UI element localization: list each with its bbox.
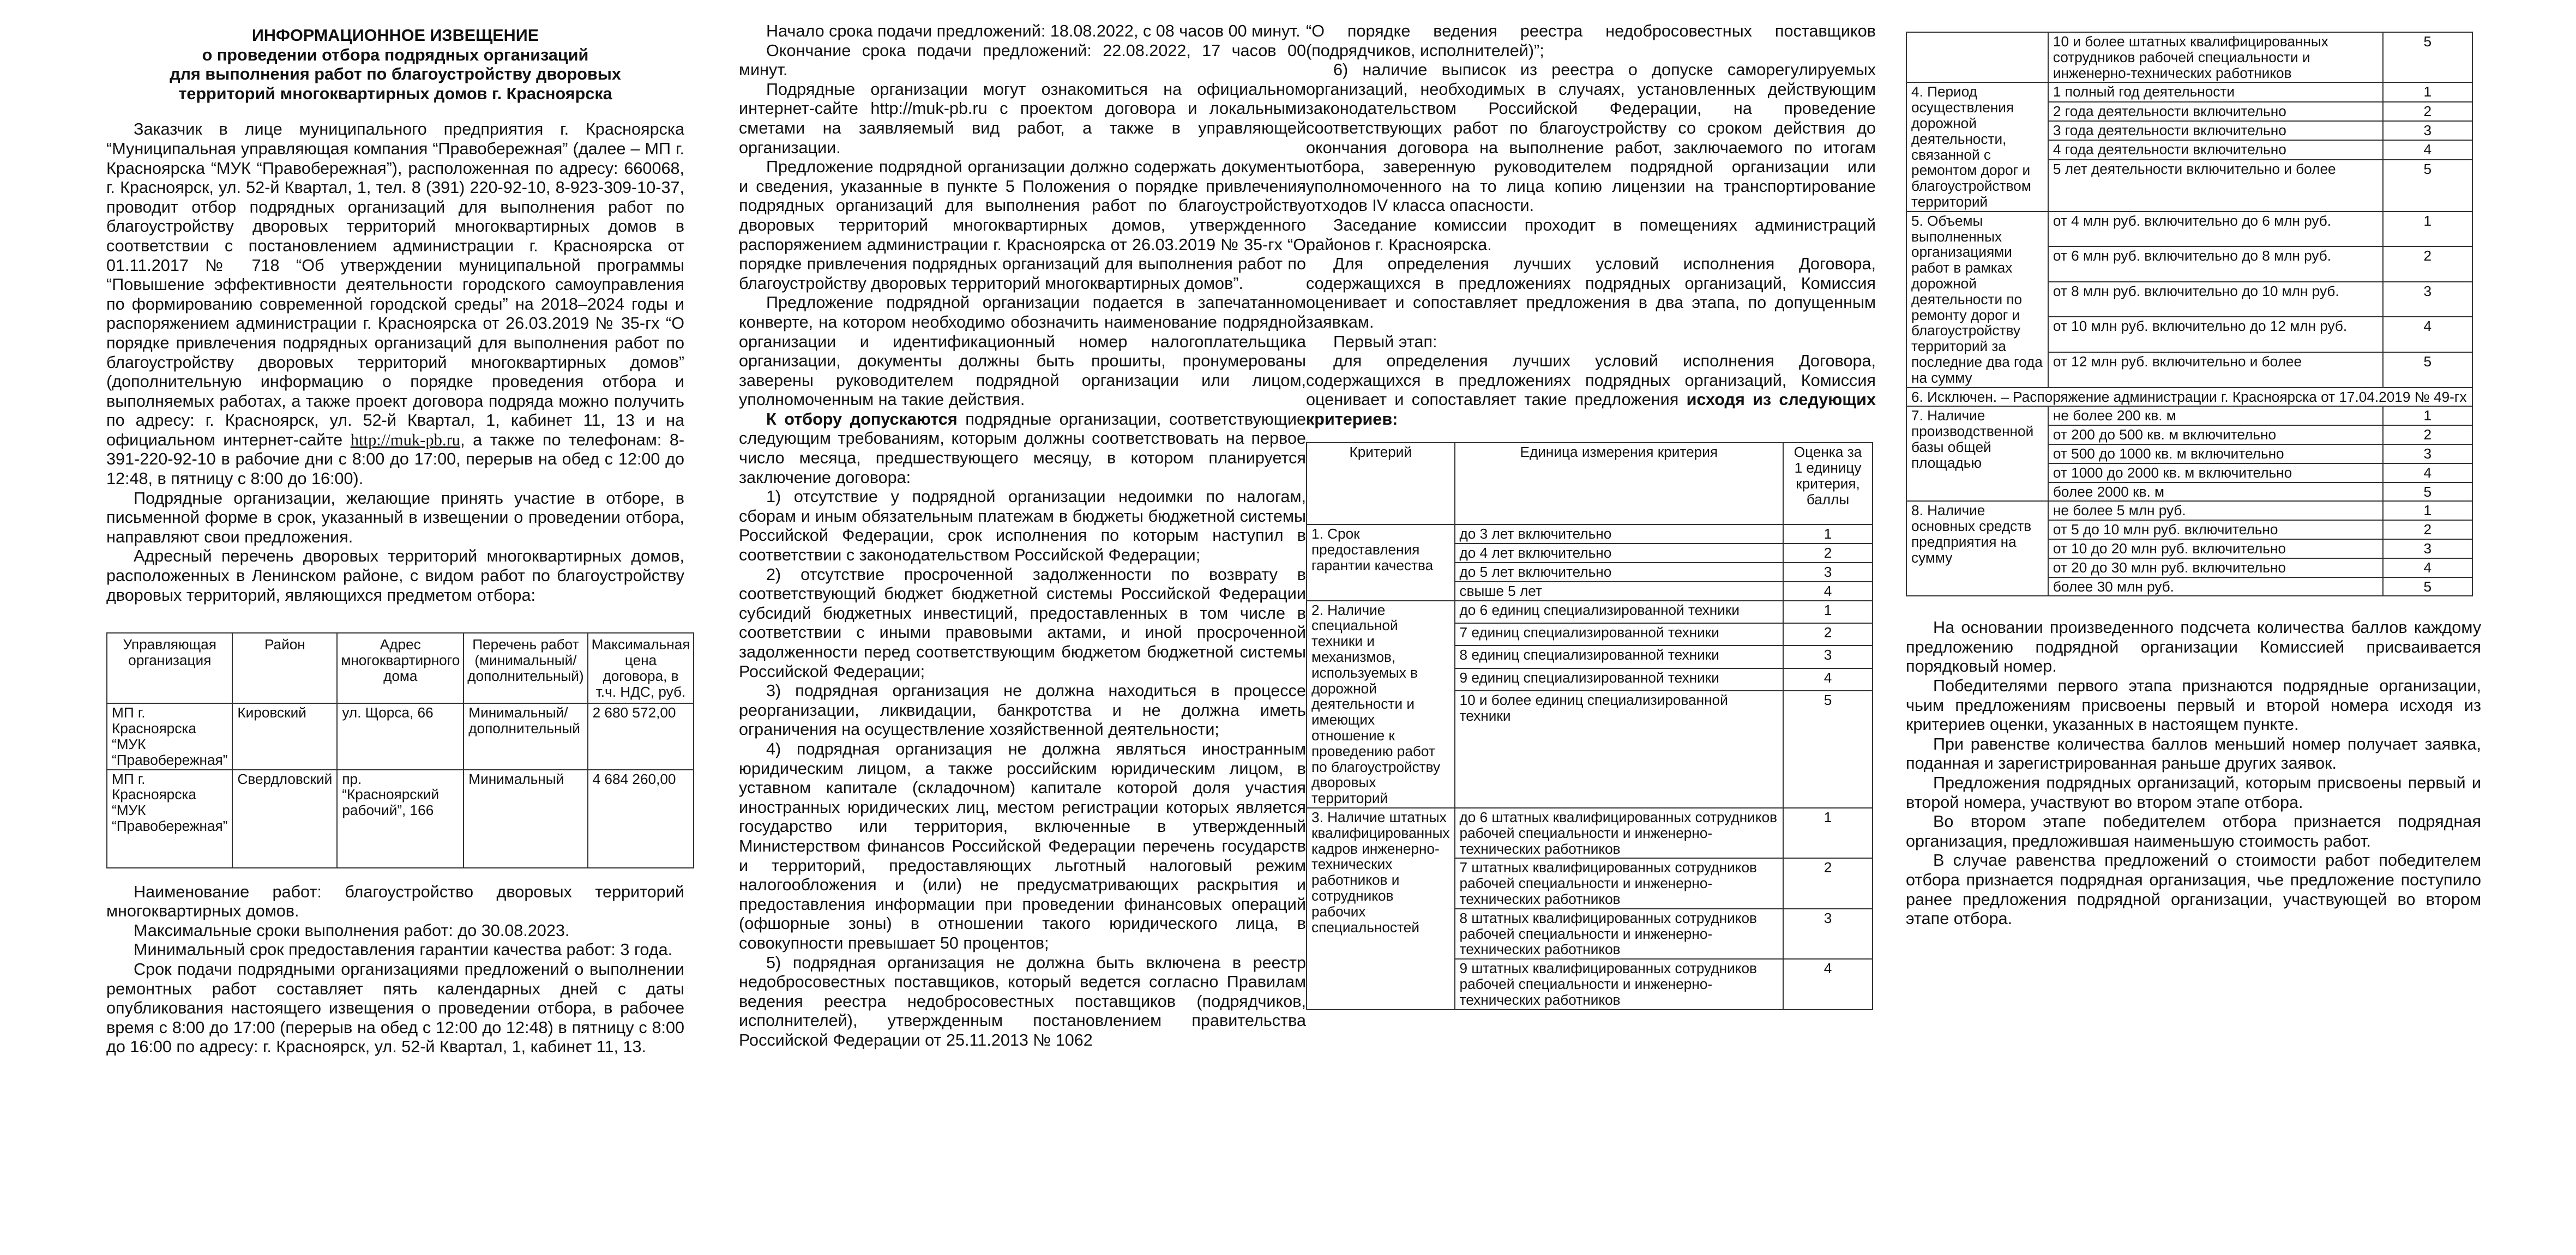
table-row — [1906, 406, 2472, 425]
excluded-criterion: 6. Исключен. – Распоряжение администрации г. Красноярска от 17.04.2019 № 49-гх — [1906, 388, 2472, 407]
required-docs: Предложение подрядной организации должно содержать документы и сведения, указанные в пункте 5 Положения о порядке привлечения подрядных организаций для выполнения работ по благоустройству дворовых территорий многоквартирных домов, утвержденного распоряжением администрации г. Красноярска от 26.03.2019 № 35-гх “О порядке привлечения подрядных организаций для выполнения работ по благоустройству дворовых территорий многоквартирных домов”. — [739, 158, 1306, 293]
table-cell: от 4 млн руб. включительно до 6 млн руб. — [2048, 212, 2383, 247]
tie-rule: При равенстве количества баллов меньший номер получает заявка, поданная и зарегистрированная раньше других заявок. — [1906, 734, 2481, 773]
criterion-name: 3. Наличие штатных квалифицированных кадров инженерно-технических работников и сотрудников рабочих специальностей — [1307, 808, 1455, 1010]
website-link[interactable]: http://muk-pb.ru — [350, 430, 461, 449]
table-row — [107, 703, 694, 769]
score-cell: 2 — [1783, 544, 1873, 563]
requirement-6: 6) наличие выписок из реестра о допуске саморегулируемых организаций, необходимых в случаях, установленных действующим законодательством Российской Федерации, на проведение соответствующих работ по благоустройству со сроком действия до окончания договора на выполнение работ, заключаемого по итогам отбора, заверенную руководителем подрядной организации или уполномоченного на то лица копию лицензии на транспортирование отходов IV класса опасности. — [1306, 61, 1876, 215]
table-cell: 4 684 260,00 — [588, 770, 694, 868]
score-cell: 4 — [2383, 317, 2472, 352]
table-cell: Минимальный — [464, 770, 587, 868]
criteria-table-continued — [1906, 32, 2473, 596]
table-cell: от 8 млн руб. включительно до 10 млн руб. — [2048, 282, 2383, 317]
title-line-3: для выполнения работ по благоустройству дворовых — [170, 65, 621, 84]
score-cell: 3 — [1783, 563, 1873, 582]
table-cell: до 6 штатных квалифицированных сотрудников рабочей специальности и инженерно-технических работников — [1455, 808, 1784, 858]
customer-text: Заказчик в лице муниципального предприятия г. Красноярска “Муниципальная управляющая компания “Правобережная” (далее – МП г. Красноярска “МУК “Правобережная”), расположенная по адресу: 660068, г. Красноярск, ул. 52-й Квартал, 1, тел. 8 (391) 220-92-10, 8-923-309-10-37, проводит отбор подрядных организаций для выполнения работ по благоустройству дворовых территорий многоквартирных домов в соответствии с постановлением администрации г. Красноярска от 01.11.2017 № 718 “Об утверждении муниципальной программы “Повышение эффективности деятельности городского самоуправления по формированию современной городской среды” на 2018–2024 годы и распоряжением администрации г. Красноярска от 26.03.2019 № 35-гх “О порядке привлечения подрядных организаций для выполнения работ по благоустройству дворовых территорий многоквартирных домов” (дополнительную информацию о порядке проведения отбора и выполняемых работах, а также проект договора подряда можно получить по адресу: г. Красноярск, ул. 52-й Квартал, 1, кабинет 11, 13 и на официальном интернет-сайте — [106, 120, 684, 449]
score-cell: 1 — [2383, 82, 2472, 101]
table-cell: 7 штатных квалифицированных сотрудников рабочей специальности и инженерно-технических работников — [1455, 858, 1784, 908]
table-cell: 9 единиц специализированной техники — [1455, 668, 1784, 691]
score-cell: 3 — [2383, 444, 2472, 463]
criterion-name: 1. Срок предоставления гарантии качества — [1307, 524, 1455, 600]
table-row — [1906, 32, 2472, 82]
criterion-name: 5. Объемы выполненных организациями работ в рамках дорожной деятельности по ремонту дорог и благоустройству территорий за последние два года на сумму — [1906, 212, 2048, 388]
table-cell: 2 года деятельности включительно — [2048, 102, 2383, 121]
requirement-3: 3) подрядная организация не должна находиться в процессе реорганизации, ликвидации, банкротства и не должна иметь ограничения на осуществление хозяйственной деятельности; — [739, 681, 1306, 739]
score-cell: 4 — [2383, 140, 2472, 159]
score-cell: 3 — [1783, 645, 1873, 668]
table-cell: Свердловский — [232, 770, 337, 868]
table-row — [1906, 501, 2472, 520]
requirement-1: 1) отсутствие у подрядной организации недоимки по налогам, сборам и иным обязательным платежам в бюджеты бюджетной системы Российской Федерации, срок исполнения по которым наступил в соответствии с законодательством Российской Федерации; — [739, 487, 1306, 565]
table-cell: до 6 единиц специализированной техники — [1455, 601, 1784, 623]
works-name: Наименование работ: благоустройство дворовых территорий многоквартирных домов. — [106, 882, 684, 921]
score-cell: 4 — [1783, 582, 1873, 601]
criteria-intro-bold: исходя из следующих критериев: — [1306, 390, 1876, 429]
table-cell: Кировский — [232, 703, 337, 769]
table-cell: пр. “Красноярский рабочий”, 166 — [337, 770, 464, 868]
two-stage-info: Для определения лучших условий исполнения Договора, содержащихся в предложениях подрядных организаций, Комиссия оценивает и сопоставляет предложения в два этапа, по допущенным заявкам. — [1306, 255, 1876, 331]
table-header-row — [107, 633, 694, 703]
table-cell: от 200 до 500 кв. м включительно — [2048, 425, 2383, 444]
score-cell: 2 — [1783, 623, 1873, 645]
title-line-4: территорий многоквартирных домов г. Красноярска — [178, 84, 612, 103]
table-cell: 7 единиц специализированной техники — [1455, 623, 1784, 645]
table-cell: 10 и более единиц специализированной техники — [1455, 691, 1784, 808]
criterion-name: 2. Наличие специальной техники и механизмов, используемых в дорожной деятельности и имеющих отношение к проведению работ по благоустройству дворовых территорий — [1307, 601, 1455, 808]
stage-one-label: Первый этап: — [1333, 332, 1437, 351]
table-cell: более 2000 кв. м — [2048, 482, 2383, 502]
end-date: Окончание срока подачи предложений: 22.08.2022, 17 часов 00 минут. — [739, 41, 1306, 80]
customer-text-end: , а также по телефонам: 8-391-220-92-10 в рабочие дни с 8:00 до 17:00, перерыв на обед с 12:00 до 12:48, в пятницу с 8:00 до 16:00). — [106, 430, 685, 488]
criteria-table — [1306, 442, 1873, 1010]
registry-ref: “О порядке ведения реестра недобросовестных поставщиков (подрядчиков, исполнителей)”; — [1306, 22, 1876, 60]
criterion-name — [1906, 32, 2048, 82]
column-4 — [1906, 32, 2481, 929]
table-row — [1906, 82, 2472, 101]
table-cell: от 5 до 10 млн руб. включительно — [2048, 520, 2383, 539]
table-cell: 8 единиц специализированной техники — [1455, 645, 1784, 668]
score-cell: 1 — [1783, 524, 1873, 544]
requirement-5: 5) подрядная организация не должна быть включена в реестр недобросовестных поставщиков, который ведется согласно Правилам ведения реестра недобросовестных поставщиков (подрядчиков, исполнителей), утвержденным постановлением правительства Российской Федерации от 25.11.2013 № 1062 — [739, 953, 1306, 1049]
score-cell: 5 — [2383, 160, 2472, 212]
score-cell: 5 — [2383, 352, 2472, 388]
table-cell: не более 5 млн руб. — [2048, 501, 2383, 520]
criterion-name: 8. Наличие основных средств предприятия на сумму — [1906, 501, 2048, 596]
table-cell: 1 полный год деятельности — [2048, 82, 2383, 101]
requirement-4: 4) подрядная организация не должна являться иностранным юридическим лицом, а также российским юридическим лицом, в уставном капитале (складочном) капитале которой доля участия иностранных юридических лиц, местом регистрации которых является государство или территория, включенные в утвержденный Министерством финансов Российской Федерации перечень государств и территорий, предоставляющих льготный налоговый режим налогообложения и (или) не предусматривающих раскрытия и предоставления информации при проведении финансовых операций (офшорные зоны) в отношении такого юридического лица, в совокупности превышает 50 процентов; — [739, 739, 1306, 952]
table-cell: до 5 лет включительно — [1455, 563, 1784, 582]
table-row — [1307, 601, 1873, 623]
table-cell: от 1000 до 2000 кв. м включительно — [2048, 463, 2383, 482]
table-cell: от 10 млн руб. включительно до 12 млн руб. — [2048, 317, 2383, 352]
table-header: Управляющая организация — [107, 633, 232, 703]
notice-title — [106, 26, 684, 104]
table-cell: 9 штатных квалифицированных сотрудников рабочей специальности и инженерно-технических работников — [1455, 959, 1784, 1009]
score-cell: 4 — [2383, 463, 2472, 482]
criterion-name: 4. Период осуществления дорожной деятельности, связанной с ремонтом дорог и благоустройством территорий — [1906, 82, 2048, 211]
score-cell: 4 — [1783, 668, 1873, 691]
scoring-info: На основании произведенного подсчета количества баллов каждому предложению подрядной организации Комиссией присваивается порядковый номер. — [1906, 618, 2481, 676]
score-cell: 1 — [2383, 212, 2472, 247]
score-cell: 1 — [2383, 406, 2472, 425]
score-cell: 2 — [2383, 102, 2472, 121]
title-line-1: ИНФОРМАЦИОННОЕ ИЗВЕЩЕНИЕ — [251, 26, 539, 45]
score-cell: 5 — [2383, 482, 2472, 502]
criterion-name: 7. Наличие производственной базы общей площадью — [1906, 406, 2048, 501]
table-cell: до 4 лет включительно — [1455, 544, 1784, 563]
column-2 — [739, 22, 1306, 1050]
criteria-intro — [1306, 352, 1876, 429]
table-header: Перечень работ (минимальный/ дополнительный) — [464, 633, 587, 703]
table-cell: от 6 млн руб. включительно до 8 млн руб. — [2048, 246, 2383, 282]
score-cell: 5 — [2383, 577, 2472, 596]
website-info: Подрядные организации могут ознакомиться на официальном интернет-сайте http://muk-pb.ru с проектом договора и локальными сметами на заявляемый вид работ, а также в управляющей организации. — [739, 80, 1306, 157]
table-cell: от 500 до 1000 кв. м включительно — [2048, 444, 2383, 463]
table-cell: до 3 лет включительно — [1455, 524, 1784, 544]
score-cell: 1 — [1783, 808, 1873, 858]
envelope-rules: Предложение подрядной организации подается в запечатанном конверте, на котором необходимо обозначить наименование подрядной организации и идентификационный номер налогоплательщика организации, документы должны быть прошиты, пронумерованы заверены руководителем подрядной организации или лицом, уполномоченным на такие действия. — [739, 293, 1306, 409]
table-cell: от 20 до 30 млн руб. включительно — [2048, 558, 2383, 577]
table-cell: свыше 5 лет — [1455, 582, 1784, 601]
title-line-2: о проведении отбора подрядных организаций — [202, 45, 589, 64]
table-row — [1906, 212, 2472, 247]
table-cell: 10 и более штатных квалифицированных сотрудников рабочей специальности и инженерно-технических работников — [2048, 32, 2383, 82]
table-row — [1906, 388, 2472, 407]
score-cell: 2 — [1783, 858, 1873, 908]
table-cell: не более 200 кв. м — [2048, 406, 2383, 425]
score-cell: 5 — [1783, 691, 1873, 808]
score-cell: 3 — [1783, 909, 1873, 959]
score-cell: 3 — [2383, 282, 2472, 317]
admission-intro — [739, 410, 1306, 487]
table-cell: ул. Щорса, 66 — [337, 703, 464, 769]
table-cell: 4 года деятельности включительно — [2048, 140, 2383, 159]
criteria-header-row — [1307, 443, 1873, 524]
stage-two-winner: Во втором этапе победителем отбора признается подрядная организация, предложившая наименьшую стоимость работ. — [1906, 812, 2481, 850]
table-cell: МП г. Красноярска “МУК “Правобережная” — [107, 770, 232, 868]
column-1 — [106, 22, 690, 1057]
table-header: Оценка за 1 единицу критерия, баллы — [1783, 443, 1873, 524]
score-cell: 5 — [2383, 32, 2472, 82]
table-cell: от 12 млн руб. включительно и более — [2048, 352, 2383, 388]
admission-bold: К отбору допускаются — [766, 409, 958, 429]
column-3 — [1306, 22, 1876, 1010]
table-header: Район — [232, 633, 337, 703]
table-row — [1307, 524, 1873, 544]
score-cell: 1 — [2383, 501, 2472, 520]
score-cell: 2 — [2383, 425, 2472, 444]
score-cell: 3 — [2383, 539, 2472, 558]
table-cell: 5 лет деятельности включительно и более — [2048, 160, 2383, 212]
requirement-2: 2) отсутствие просроченной задолженности по возврату в соответствующий бюджет бюджетной системы Российской Федерации субсидий бюджетных инвестиций, предоставленных в том числе в соответствии с иными правовыми актами, и иной просроченной задолженности перед соответствующим бюджетом бюджетной системы Российской Федерации; — [739, 565, 1306, 681]
score-cell: 4 — [2383, 558, 2472, 577]
score-cell: 1 — [1783, 601, 1873, 623]
table-header: Критерий — [1307, 443, 1455, 524]
objects-table — [106, 632, 694, 868]
table-cell: 8 штатных квалифицированных сотрудников рабочей специальности и инженерно-технических работников — [1455, 909, 1784, 959]
table-cell: 2 680 572,00 — [588, 703, 694, 769]
table-header: Максимальная цена договора, в т.ч. НДС, руб. — [588, 633, 694, 703]
stage-one-winners: Победителями первого этапа признаются подрядные организации, чьим предложениям присвоены первый и второй номера исходя из критериев оценки, указанных в настоящем пункте. — [1906, 677, 2481, 734]
table-cell: более 30 млн руб. — [2048, 577, 2383, 596]
proposal-paragraph: Подрядные организации, желающие принять участие в отборе, в письменной форме в срок, указанный в извещении о проведении отбора, направляют свои предложения. — [106, 488, 684, 546]
table-cell: от 10 до 20 млн руб. включительно — [2048, 539, 2383, 558]
admission-text: подрядные организации, соответствующие следующим требованиям, которым должны соответствовать на первое число месяца, предшествующего месяцу, в котором планируется заключение договора: — [739, 409, 1306, 487]
criteria-intro-text: для определения лучших условий исполнения Договора, содержащихся в предложениях подрядных организаций, Комиссия оценивает и сопоставляет такие предложения — [1306, 352, 1876, 409]
table-header: Единица измерения критерия — [1455, 443, 1784, 524]
max-deadline: Максимальные сроки выполнения работ: до 30.08.2023. — [134, 921, 570, 940]
table-cell: Минимальный/дополнительный — [464, 703, 587, 769]
table-row — [107, 770, 694, 868]
warranty-term: Минимальный срок предоставления гарантии качества работ: 3 года. — [134, 940, 673, 960]
start-date: Начало срока подачи предложений: 18.08.2022, с 08 часов 00 минут. — [766, 22, 1301, 40]
commission-location: Заседание комиссии проходит в помещениях администраций районов г. Красноярска. — [1306, 215, 1876, 254]
score-cell: 4 — [1783, 959, 1873, 1009]
submission-term: Срок подачи подрядными организациями предложений о выполнении ремонтных работ составляет пять календарных дней с даты опубликования настоящего извещения о проведении отбора, в рабочее время с 8:00 до 17:00 (перерыв на обед с 12:00 до 12:48) в пятницу с 8:00 до 16:00 по адресу: г. Красноярск, ул. 52-й Квартал, 1, кабинет 11, 13. — [106, 960, 684, 1057]
score-cell: 3 — [2383, 121, 2472, 140]
score-cell: 2 — [2383, 246, 2472, 282]
table-cell: 3 года деятельности включительно — [2048, 121, 2383, 140]
table-row — [1307, 808, 1873, 858]
customer-paragraph — [106, 120, 684, 488]
address-list-intro: Адресный перечень дворовых территорий многоквартирных домов, расположенных в Ленинском районе, с видом работ по благоустройству дворовых территорий, являющихся предметом отбора: — [106, 547, 684, 605]
table-cell: МП г. Красноярска “МУК “Правобережная” — [107, 703, 232, 769]
stage-two-participants: Предложения подрядных организаций, которым присвоены первый и второй номера, участвуют во втором этапе отбора. — [1906, 774, 2481, 812]
price-tie-rule: В случае равенства предложений о стоимости работ победителем отбора признается подрядная организация, чье предложение поступило ранее предложения подрядной организации, участвующей во втором этапе отбора. — [1906, 851, 2481, 928]
score-cell: 2 — [2383, 520, 2472, 539]
table-header: Адрес многоквартирного дома — [337, 633, 464, 703]
